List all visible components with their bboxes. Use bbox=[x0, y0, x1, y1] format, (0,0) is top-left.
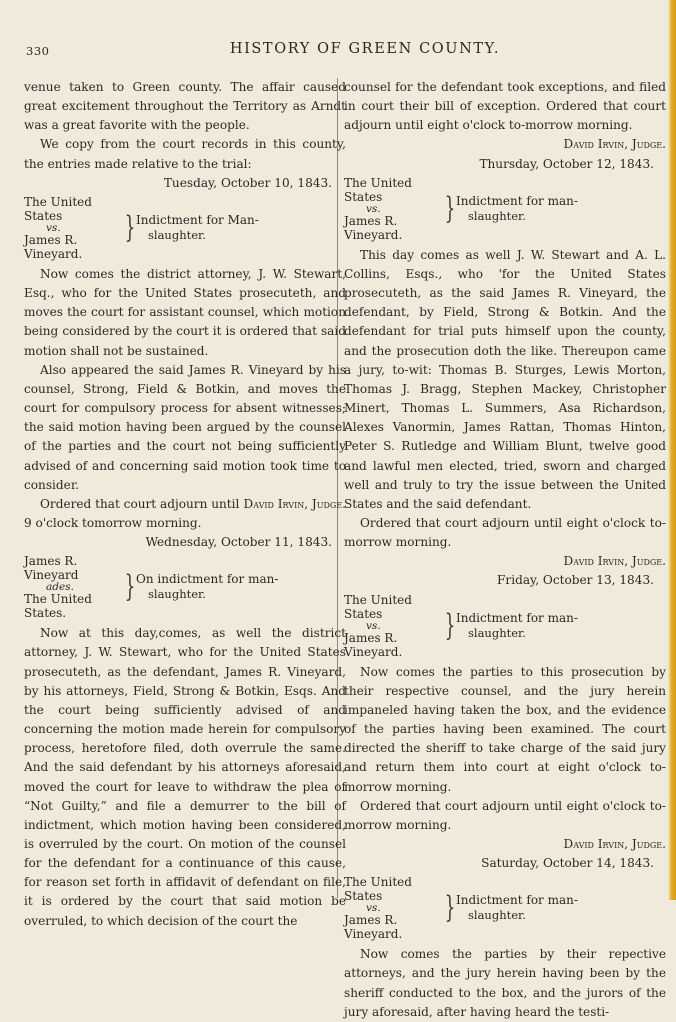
party-defendant: The United States. bbox=[24, 592, 92, 621]
charge-line: slaughter. bbox=[148, 227, 206, 242]
paragraph: Also appeared the said James R. Vineyard by his counsel, Strong, Field & Botkin, and moves the court for compulsory process for absent witnesses; the said motion having been argued by the counsel of the parties and the court not being sufficiently advised of and concerning said motion took time to consider. bbox=[24, 362, 346, 492]
page-number: 330 bbox=[26, 44, 50, 58]
case-parties bbox=[24, 554, 120, 620]
paragraph: Ordered that court adjourn until eight o'clock to-morrow morning. bbox=[344, 515, 666, 550]
case-charge bbox=[456, 893, 578, 923]
signature-line bbox=[344, 552, 666, 571]
judge-signature: David Irvin, Judge. bbox=[563, 554, 666, 569]
case-caption bbox=[344, 176, 666, 242]
judge-signature: David Irvin, Judge. bbox=[563, 137, 666, 152]
brace-icon: } bbox=[444, 190, 456, 226]
party-plaintiff: The United States bbox=[344, 875, 412, 904]
case-parties bbox=[344, 176, 440, 242]
left-column bbox=[24, 78, 346, 931]
party-plaintiff: The United States bbox=[344, 175, 412, 204]
case-caption bbox=[344, 593, 666, 659]
paragraph: Now at this day,comes, as well the district attorney, J. W. Stewart, who for the United States prosecuteth, as the defendant, James R. Vineyard, by his attorneys, Field, Strong & Botkin, Esqs. And the court being sufficiently advised of and concerning the motion made herein for compulsory process, heretofore filed, doth overrule the same. And the said defendant by his attorneys aforesaid, moved the court for leave to withdraw the plea of “Not Guilty,” and file a demurrer to the bill of indictment, which motion having been considered, is overruled by the court. On motion of the counsel for the defendant for a continuance of this cause, for reason set forth in affidavit of defendant on file, it is ordered by the court that said motion be overruled, to which decision of the court the bbox=[24, 626, 346, 928]
versus: vs. bbox=[366, 619, 381, 632]
charge-line: slaughter. bbox=[468, 625, 526, 640]
brace-icon: } bbox=[124, 209, 136, 245]
charge-line: Indictment for Man- bbox=[136, 212, 259, 227]
case-charge bbox=[136, 213, 259, 243]
case-caption bbox=[24, 195, 346, 261]
order-line bbox=[24, 495, 346, 533]
paragraph: Ordered that court adjourn until 9 o'clock tomorrow morning. bbox=[24, 496, 240, 530]
page-edge bbox=[668, 0, 676, 900]
charge-line: Indictment for man- bbox=[456, 893, 578, 908]
case-parties bbox=[24, 195, 120, 261]
case-charge bbox=[136, 572, 278, 602]
right-column bbox=[344, 78, 666, 1022]
case-parties bbox=[344, 593, 440, 659]
party-defendant: James R. Vineyard. bbox=[344, 913, 403, 942]
paragraph: counsel for the defendant took exceptions, and filed in court their bill of exception. Ordered that court adjourn until eight o'clock to-morrow morning. bbox=[344, 80, 666, 133]
paragraph: Now comes the parties to this prosecution by their respective counsel, and the jury herein impaneled having taken the box, and the evidence of the parties having been examined. The court directed the sheriff to take charge of the said jury and return them into court at eight o'clock to-morrow morning. bbox=[344, 664, 666, 794]
versus: ades. bbox=[46, 581, 74, 594]
charge-line: slaughter. bbox=[468, 908, 526, 923]
case-parties bbox=[344, 875, 440, 941]
paragraph: We copy from the court records in this county, the entries made relative to the trial: bbox=[24, 137, 346, 171]
case-charge bbox=[456, 194, 578, 224]
judge-signature: David Irvin, Judge. bbox=[563, 837, 666, 851]
charge-line: Indictment for man- bbox=[456, 610, 578, 625]
case-caption bbox=[24, 554, 346, 620]
party-plaintiff: The United States bbox=[344, 592, 412, 621]
date-line: Friday, October 13, 1843. bbox=[497, 573, 654, 588]
judge-signature: David Irvin, Judge. bbox=[243, 496, 346, 511]
paragraph: Now comes the district attorney, J. W. Stewart, Esq., who for the United States prosecuteth, and moves the court for assistant counsel, which motion being considered by the court it is ordered that said motion shall not be sustained. bbox=[24, 266, 346, 358]
charge-line: On indictment for man- bbox=[136, 572, 279, 587]
party-plaintiff: James R. Vineyard bbox=[24, 554, 79, 583]
charge-line: slaughter. bbox=[468, 208, 526, 223]
page-header bbox=[0, 40, 676, 60]
charge-line: slaughter. bbox=[148, 587, 206, 602]
versus: vs. bbox=[46, 221, 61, 234]
signature-line bbox=[344, 835, 666, 854]
brace-icon: } bbox=[444, 890, 456, 926]
party-defendant: James R. Vineyard. bbox=[344, 213, 403, 242]
charge-line: Indictment for man- bbox=[456, 193, 578, 208]
case-charge bbox=[456, 611, 578, 641]
order-line bbox=[344, 78, 666, 135]
date-line: Saturday, October 14, 1843. bbox=[481, 856, 654, 871]
paragraph: Ordered that court adjourn until eight o'clock to-morrow morning. bbox=[344, 798, 666, 832]
date-line: Thursday, October 12, 1843. bbox=[479, 156, 654, 171]
case-caption bbox=[344, 875, 666, 941]
versus: vs. bbox=[366, 202, 381, 215]
brace-icon: } bbox=[124, 569, 136, 605]
paragraph: Now comes the parties by their repective attorneys, and the jury herein having been by the sheriff conducted to the box, and the jurors of the jury aforesaid, after having heard the testi- bbox=[344, 947, 666, 1019]
party-plaintiff: The United States bbox=[24, 194, 92, 223]
paragraph: venue taken to Green county. The affair caused great excitement throughout the Territory as Arndt was a great favorite with the people. bbox=[24, 80, 346, 133]
party-defendant: James R. Vineyard. bbox=[24, 232, 83, 261]
brace-icon: } bbox=[444, 607, 456, 643]
date-line: Tuesday, October 10, 1843. bbox=[163, 175, 332, 190]
signature-line bbox=[344, 135, 666, 154]
versus: vs. bbox=[366, 902, 381, 915]
date-line: Wednesday, October 11, 1843. bbox=[145, 535, 332, 550]
party-defendant: James R. Vineyard. bbox=[344, 630, 403, 659]
paragraph: This day comes as well J. W. Stewart and A. L. Collins, Esqs., who 'for the United States prosecuteth, as the said James R. Vineyard, the defendant, by Field, Strong & Botkin. And the defendant for trial puts himself upon the county, and the prosecution doth the like. Thereupon came a jury, to-wit: Thomas B. Sturges, Lewis Morton, Thomas J. Bragg, Stephen Mackey, Christopher Minert, Thomas L. Summers, Asa Richardson, Alexes Vanormin, James Rattan, Thomas Hinton, Peter S. Rutledge and William Blunt, twelve good and lawful men elected, tried, sworn and charged well and truly to try the issue between the United States and the said defendant. bbox=[344, 247, 666, 511]
running-head: HISTORY OF GREEN COUNTY. bbox=[229, 41, 501, 57]
